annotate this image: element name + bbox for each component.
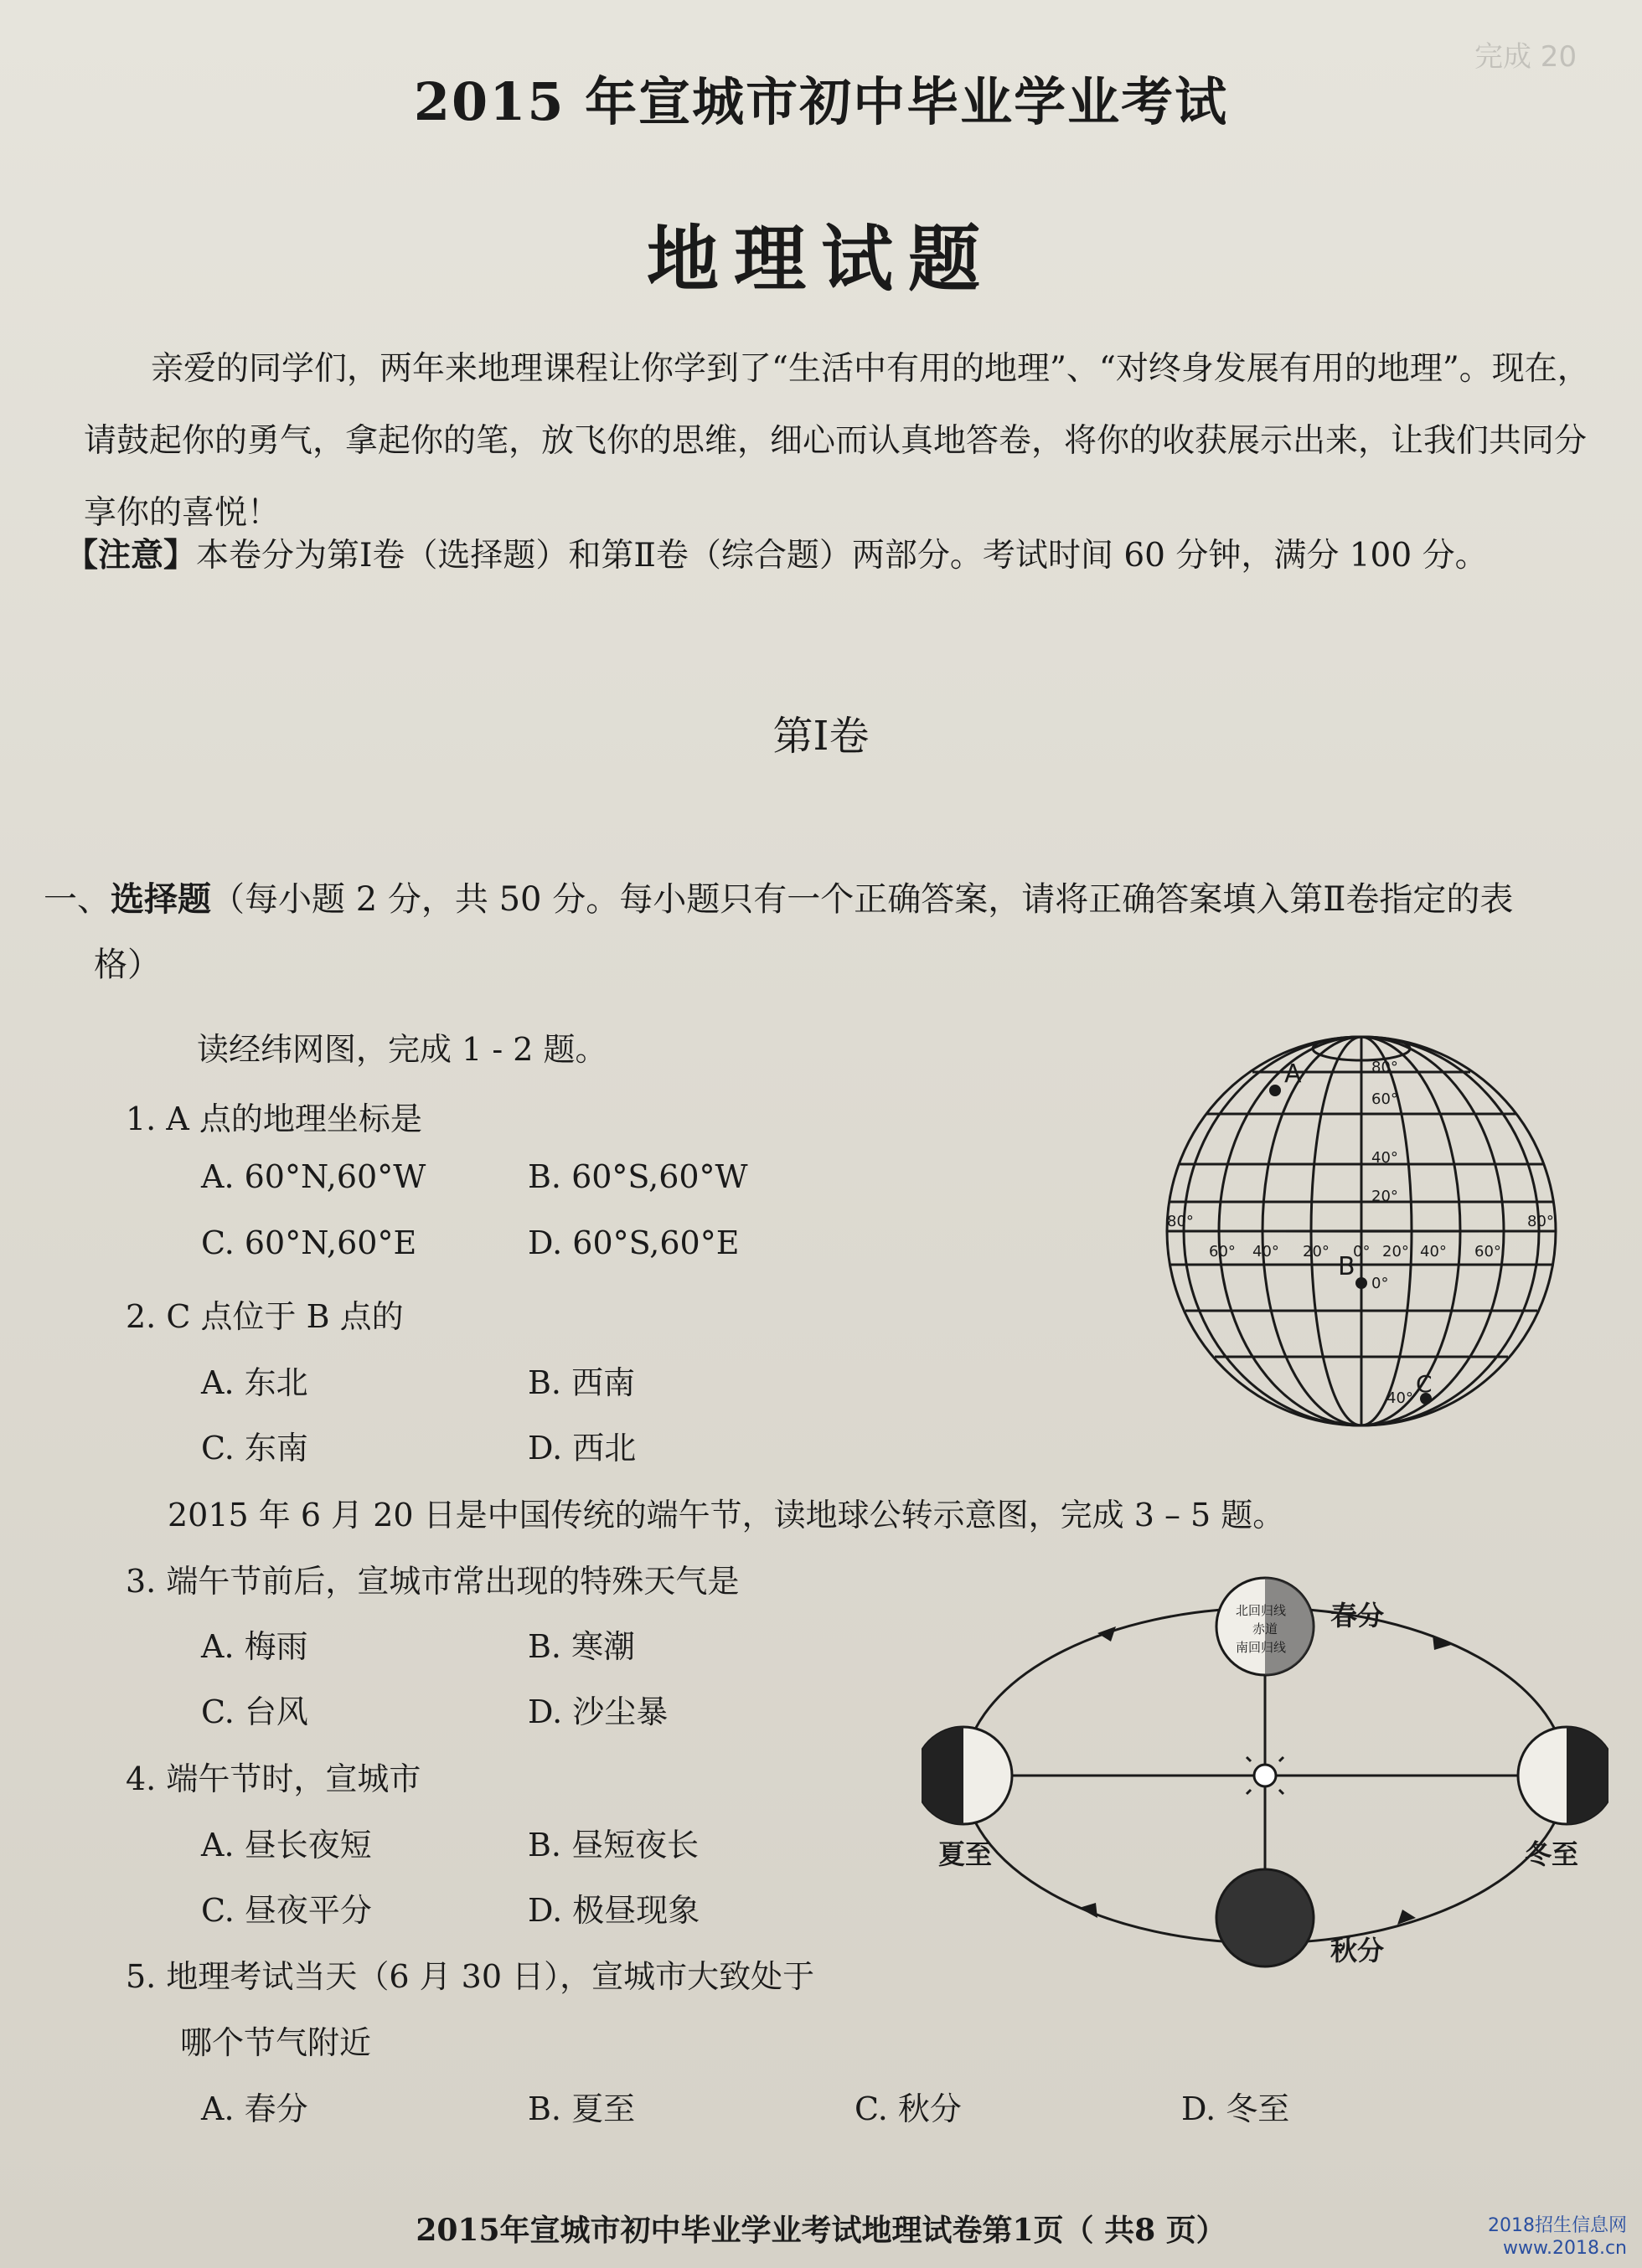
question-stem: 2. C 点位于 B 点的	[126, 1298, 404, 1335]
option: D. 西北	[528, 1430, 637, 1466]
section-desc-cont: 格）	[94, 946, 161, 984]
option: A. 昼长夜短	[201, 1827, 372, 1863]
orbit-arrow-icon	[1097, 1626, 1116, 1642]
season-label: 春分	[1330, 1600, 1385, 1631]
page-footer: 2015年宣城市初中毕业学业考试地理试卷第1页（ 共8 页）	[416, 2213, 1226, 2248]
watermark-line-1: 2018招生信息网	[1488, 2215, 1627, 2236]
lat-label: 40°	[1386, 1389, 1413, 1407]
earth-orbit-figure	[922, 1558, 1608, 1993]
option: C. 东南	[201, 1430, 308, 1466]
graticule-globe-figure	[1160, 1013, 1629, 1449]
lat-label: 40°	[1371, 1149, 1398, 1167]
option: B. 昼短夜长	[528, 1827, 700, 1863]
exam-title: 2015 年宣城市初中毕业学业考试	[413, 71, 1229, 132]
option: A. 60°N,60°W	[201, 1158, 426, 1195]
season-label: 秋分	[1330, 1935, 1385, 1966]
lon-label: 60°	[1474, 1243, 1501, 1260]
lon-label: 40°	[1420, 1243, 1447, 1260]
lon-label: 80°	[1527, 1213, 1554, 1230]
question-stem: 3. 端午节前后，宣城市常出现的特殊天气是	[126, 1563, 740, 1600]
lon-label: 0°	[1353, 1243, 1371, 1260]
option: B. 寒潮	[528, 1628, 636, 1665]
season-label: 冬至	[1525, 1838, 1579, 1870]
option: A. 东北	[201, 1364, 308, 1401]
option: C. 台风	[201, 1693, 308, 1730]
earth-autumn-equinox	[1216, 1869, 1314, 1966]
option: A. 春分	[201, 2090, 308, 2127]
option: C. 秋分	[855, 2090, 962, 2127]
lat-label: 0°	[1371, 1275, 1389, 1292]
lat-label: 20°	[1371, 1188, 1398, 1205]
option: B. 60°S,60°W	[528, 1158, 748, 1195]
earth-band-label: 北回归线	[1236, 1603, 1287, 1618]
subject-title: 地理试题	[647, 217, 995, 302]
point-c-label: C	[1416, 1370, 1433, 1398]
question-stem: 5. 地理考试当天（6 月 30 日），宣城市大致处于	[126, 1958, 815, 1995]
lon-label: 80°	[1167, 1213, 1194, 1230]
option: D. 冬至	[1181, 2090, 1290, 2127]
notice-text: 本卷分为第Ⅰ卷（选择题）和第Ⅱ卷（综合题）两部分。考试时间 60 分钟，满分 100 分。	[196, 537, 1488, 575]
lat-label: 60°	[1371, 1090, 1398, 1108]
notice	[65, 529, 1488, 576]
option: D. 极昼现象	[528, 1892, 700, 1929]
earth-spring-equinox	[1216, 1578, 1314, 1675]
earth-winter-solstice	[1518, 1727, 1608, 1824]
option: A. 梅雨	[201, 1628, 308, 1665]
option: D. 沙尘暴	[528, 1693, 669, 1730]
option: B. 西南	[528, 1364, 636, 1401]
group-lead: 读经纬网图，完成 1 - 2 题。	[197, 1031, 607, 1068]
section-heading	[44, 867, 1602, 997]
lon-label: 60°	[1209, 1243, 1236, 1260]
lat-label: 80°	[1371, 1059, 1398, 1076]
orbit-arrow-icon	[1079, 1903, 1097, 1918]
option: C. 昼夜平分	[201, 1892, 372, 1929]
earth-band-label: 赤道	[1252, 1621, 1278, 1637]
point-b-label: B	[1338, 1252, 1355, 1281]
earth-summer-solstice	[922, 1727, 1012, 1824]
notice-label: 【注意】	[65, 536, 197, 575]
season-label: 夏至	[938, 1838, 993, 1870]
lon-label: 40°	[1252, 1243, 1279, 1260]
volume-title: 第Ⅰ卷	[772, 713, 870, 760]
intro-paragraph: 亲爱的同学们，两年来地理课程让你学到了“生活中有用的地理”、“对终身发展有用的地理”。现在，请鼓起你的勇气，拿起你的笔，放飞你的思维，细心而认真地答卷，将你的收获展示出来，让我们共同分享你的喜悦！	[84, 350, 1590, 532]
option: B. 夏至	[528, 2090, 636, 2127]
option: D. 60°S,60°E	[528, 1224, 740, 1261]
section-number: 一、	[44, 880, 111, 919]
point-a-label: A	[1284, 1059, 1302, 1089]
lon-label: 20°	[1303, 1243, 1330, 1260]
question-stem-cont: 哪个节气附近	[180, 2024, 372, 2061]
section-desc: （每小题 2 分，共 50 分。每小题只有一个正确答案，请将正确答案填入第Ⅱ卷指定的表	[211, 880, 1514, 919]
question-stem: 1. A 点的地理坐标是	[126, 1100, 422, 1137]
watermark-line-2: www.2018.cn	[1503, 2238, 1627, 2259]
question-stem: 4. 端午节时，宣城市	[126, 1760, 421, 1797]
lon-label: 20°	[1382, 1243, 1409, 1260]
group-lead: 2015 年 6 月 20 日是中国传统的端午节，读地球公转示意图，完成 3 – 5 题。	[168, 1497, 1285, 1533]
earth-band-label: 南回归线	[1236, 1640, 1287, 1655]
option: C. 60°N,60°E	[201, 1224, 417, 1261]
bleed-through-text: 完成 20	[1474, 40, 1577, 74]
point-b-marker	[1355, 1277, 1367, 1289]
point-a-marker	[1269, 1085, 1281, 1096]
section-title: 选择题	[111, 879, 211, 919]
